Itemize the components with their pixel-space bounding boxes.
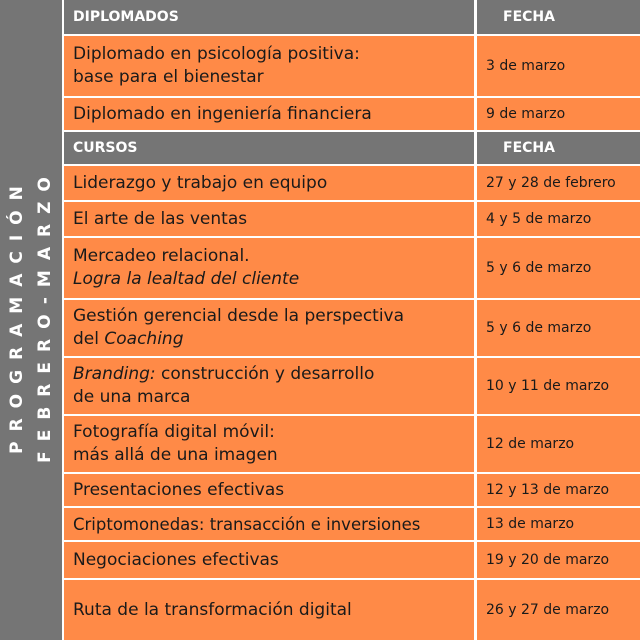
- course-name-line2-italic: Coaching: [104, 329, 184, 349]
- course-name: [64, 36, 474, 96]
- table-row: [62, 98, 640, 130]
- course-name-line2: base para el bienestar: [73, 67, 264, 87]
- course-name-line1: Mercadeo relacional.: [73, 246, 250, 266]
- table-row: [62, 238, 640, 298]
- table-row: [62, 508, 640, 540]
- table-row: [62, 580, 640, 640]
- table-row: [62, 474, 640, 506]
- sidebar-title-line2: FEBRERO-MARZO: [35, 167, 55, 463]
- sidebar-title-line1: PROGRAMACIÓN: [7, 176, 27, 454]
- course-name-line2-plain: del: [73, 329, 105, 349]
- course-name: [64, 300, 474, 356]
- course-name-line1-plain: construcción y desarrollo: [155, 364, 375, 384]
- course-name-line2: de una marca: [73, 387, 191, 407]
- course-name-line1: Diplomado en psicología positiva:: [73, 44, 360, 64]
- course-name: [64, 416, 474, 472]
- course-name-line1: Fotografía digital móvil:: [73, 422, 275, 442]
- sidebar-title: [3, 167, 59, 463]
- course-name: Ruta de la transformación digital: [64, 580, 474, 640]
- table-row: [62, 166, 640, 200]
- course-name: Presentaciones efectivas: [64, 474, 474, 506]
- table-row: [62, 542, 640, 578]
- table-row: [62, 36, 640, 96]
- course-name-line2: más allá de una imagen: [73, 445, 278, 465]
- sidebar-banner: [0, 0, 62, 640]
- course-name-line1-italic: Branding:: [73, 364, 156, 384]
- course-date: 4 y 5 de marzo: [477, 202, 640, 236]
- course-name: Diplomado en ingeniería financiera: [64, 98, 474, 130]
- course-date: 19 y 20 de marzo: [477, 542, 640, 578]
- course-date: 3 de marzo: [477, 36, 640, 96]
- course-date: 12 de marzo: [477, 416, 640, 472]
- course-name-line2: [73, 328, 474, 351]
- course-name-line2: Logra la lealtad del cliente: [73, 269, 300, 289]
- course-date: 10 y 11 de marzo: [477, 358, 640, 414]
- diplomados-header-date: FECHA: [477, 0, 640, 34]
- course-date: 5 y 6 de marzo: [477, 238, 640, 298]
- table-row: [62, 358, 640, 414]
- table-row: [62, 300, 640, 356]
- cursos-header-row: [62, 132, 640, 164]
- course-name: [64, 358, 474, 414]
- course-name: Negociaciones efectivas: [64, 542, 474, 578]
- table-row: [62, 202, 640, 236]
- course-date: 9 de marzo: [477, 98, 640, 130]
- course-name-line1: Gestión gerencial desde la perspectiva: [73, 306, 405, 326]
- course-date: 12 y 13 de marzo: [477, 474, 640, 506]
- course-date: 26 y 27 de marzo: [477, 580, 640, 640]
- course-name: Criptomonedas: transacción e inversiones: [64, 508, 474, 540]
- course-name: Liderazgo y trabajo en equipo: [64, 166, 474, 200]
- course-name-line1: [73, 363, 474, 386]
- course-date: 27 y 28 de febrero: [477, 166, 640, 200]
- diplomados-header-name: DIPLOMADOS: [64, 0, 474, 34]
- course-date: 5 y 6 de marzo: [477, 300, 640, 356]
- course-name: [64, 238, 474, 298]
- course-name: El arte de las ventas: [64, 202, 474, 236]
- schedule-table: [62, 0, 640, 640]
- course-date: 13 de marzo: [477, 508, 640, 540]
- cursos-header-name: CURSOS: [64, 132, 474, 164]
- cursos-header-date: FECHA: [477, 132, 640, 164]
- table-row: [62, 416, 640, 472]
- diplomados-header-row: [62, 0, 640, 34]
